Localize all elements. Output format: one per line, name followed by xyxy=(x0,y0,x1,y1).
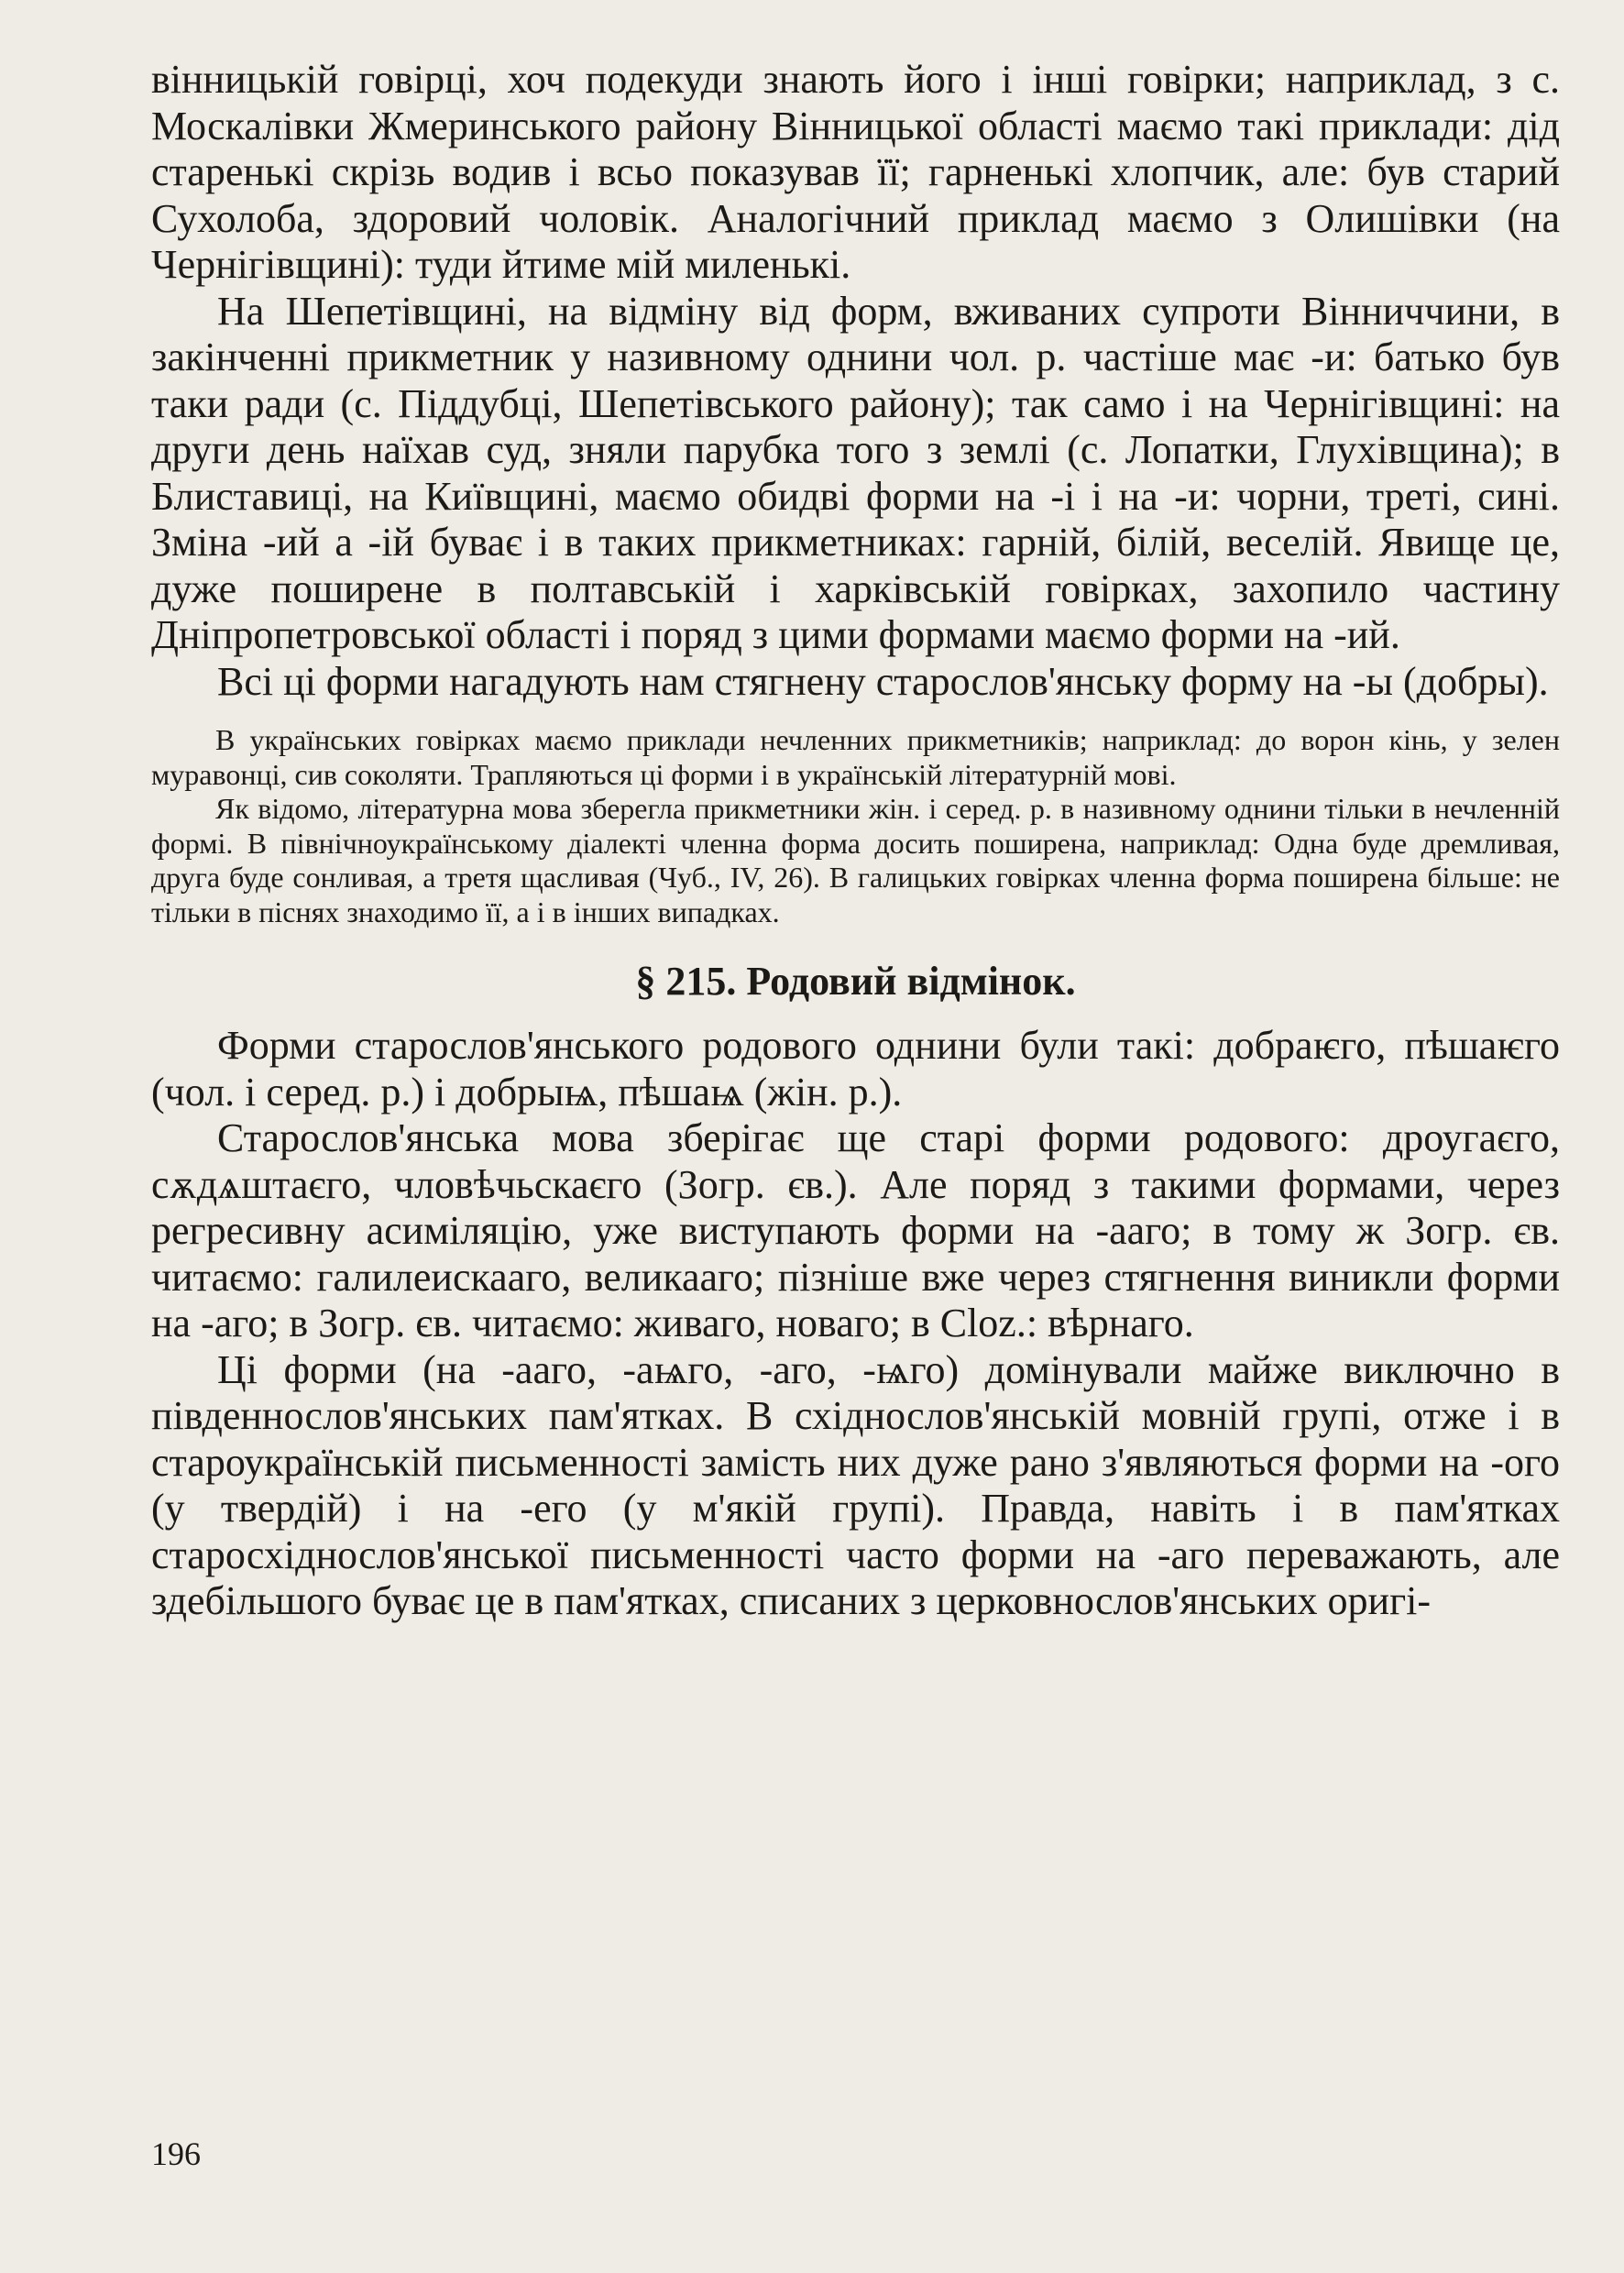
notes-block xyxy=(151,723,1560,929)
note-paragraph: В українських говірках маємо приклади нечленних прикметників; наприклад: до ворон кінь, у зелен муравонці, сив соколяти. Трапляються ці форми і в українській літературній мові. xyxy=(151,723,1560,791)
paragraph: Старослов'янська мова зберігає ще старі форми родового: дроугаєго, сѫдѧштаєго, чловѣчьскаєго (Зогр. єв.). Але поряд з такими формами, через регресивну асиміляцію, уже виступають форми на -ааго; в тому ж Зогр. єв. читаємо: галилеискааго, великааго; пізніше вже через стягнення виникли форми на -аго; в Зогр. єв. читаємо: живаго, новаго; в Cloz.: вѣрнаго. xyxy=(151,1115,1560,1345)
note-paragraph: Як відомо, літературна мова зберегла прикметники жін. і серед. р. в називному однини тільки в нечленній формі. В північноукраїнському діалекті членна форма досить поширена, наприклад: Одна буде дремливая, друга буде сонливая, а третя щасливая (Чуб., IV, 26). В галицьких говірках членна форма поширена більше: не тільки в піснях знаходимо її, а і в інших випадках. xyxy=(151,792,1560,928)
page-number: 196 xyxy=(151,2136,201,2172)
paragraph: На Шепетівщині, на відміну від форм, вживаних супроти Вінниччини, в закінченні прикметник у називному однини чол. р. частіше має -и: батько був таки ради (с. Піддубці, Шепетівського району); так само і на Чернігівщині: на други день наїхав суд, зняли парубка того з землі (с. Лопатки, Глухівщина); в Блиставиці, на Київщині, маємо обидві форми на -і і на -и: чорни, треті, сині. Зміна -ий а -ій буває і в таких прикметниках: гарній, білій, веселій. Явище це, дуже поширене в полтавській і харківській говірках, захопило частину Дніпропетровської області і поряд з цими формами маємо форми на -ий. xyxy=(151,288,1560,657)
paragraph: Форми старослов'янського родового однини були такі: добраѥго, пѣшаѥго (чол. і серед. р.) і добрыѩ, пѣшаѩ (жін. р.). xyxy=(151,1023,1560,1115)
section-heading: § 215. Родовий відмінок. xyxy=(635,959,1076,1004)
paragraph: вінницькій говірці, хоч подекуди знають його і інші говірки; наприклад, з с. Москалівки Жмеринського району Вінницької області маємо такі приклади: дід старенькі скрізь водив і всьо показував її; гарненькі хлопчик, але: був старий Сухолоба, здоровий чоловік. Аналогічний приклад маємо з Олишівки (на Чернігівщині): туди йтиме мій миленькі. xyxy=(151,57,1560,287)
paragraph: Всі ці форми нагадують нам стягнену старослов'янську форму на -ы (добры). xyxy=(217,658,1549,704)
paragraph: Ці форми (на -ааго, -аѩго, -аго, -ѩго) домінували майже виключно в південнослов'янських пам'ятках. В східнослов'янській мовній групі, отже і в староукраїнській письменності замість них дуже рано з'являються форми на -ого (у твердій) і на -его (у м'якій групі). Правда, навіть і в пам'ятках старосхіднослов'янської письменності часто форми на -аго переважають, але здебільшого буває це в пам'ятках, списаних з церковнослов'янських оригі- xyxy=(151,1346,1560,1623)
